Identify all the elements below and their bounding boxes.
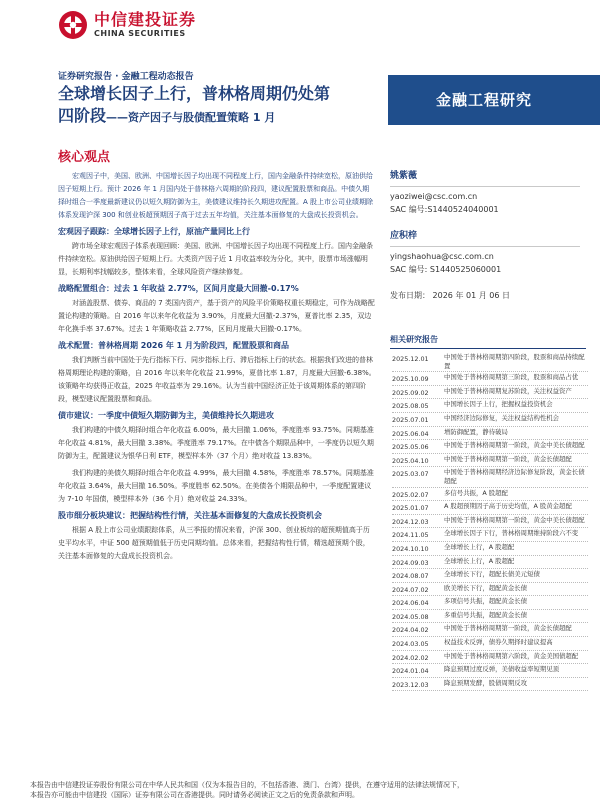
- related-report-date: 2024.04.02: [392, 626, 429, 635]
- related-report-title: 多信号共振，A 股超配: [444, 488, 508, 497]
- related-report-item[interactable]: [392, 678, 588, 692]
- analyst-email[interactable]: yingshaohua@csc.com.cn: [390, 252, 494, 261]
- related-report-date: 2024.06.04: [392, 599, 429, 608]
- related-report-item[interactable]: [392, 488, 588, 502]
- analyst-sac: SAC 编号:S1440524040001: [390, 205, 499, 214]
- related-report-title: 中国处于普林格周期第一阶段，黄金中美长债超配: [444, 441, 585, 450]
- section-body-equity: 根据 A 股上市公司业绩跟踪体系，从三季报的情况来看，沪深 300、创业板综的超预期值高于历史平均水平，中证 500 超预期值低于历史同期均值。总体来看，把握结构性行情，精选超预期个股，关注基本面修复的大盘成长投资机会。: [58, 526, 370, 560]
- related-report-title: 中国增长因子上行，把握权益投资机会: [444, 400, 553, 409]
- related-report-title: 中国处于普林格周期复苏阶段，关注权益资产: [444, 386, 572, 395]
- related-report-item[interactable]: [392, 623, 588, 637]
- core-heading: 核心观点: [58, 150, 111, 165]
- analyst-card: [390, 170, 580, 216]
- related-report-title: 多重信号共振，超配黄金长债: [444, 610, 528, 619]
- report-title: [58, 83, 378, 129]
- related-report-item[interactable]: [392, 467, 588, 487]
- related-report-item[interactable]: [392, 501, 588, 515]
- related-report-title: 中国处于普林格周期第三阶段，股票和商品占优: [444, 373, 579, 382]
- related-report-date: 2025.08.05: [392, 402, 429, 411]
- related-report-item[interactable]: [392, 637, 588, 651]
- related-report-date: 2025.04.10: [392, 456, 429, 465]
- section-heading-bond: 债市建议：一季度中债短久期防御为主，美债维持长久期进攻: [58, 411, 274, 420]
- section-body-strategic: 对涵盖股票、债券、商品的 7 类国内资产，基于资产的风险平价策略权重长期稳定，可作为战略配置论构建的策略。自 2016 年以来年化收益为 3.90%，月度最大回撤-2.37%，夏普比率 2.35，双边年化换手率 37.67%。过去 1 年策略收益 2.77%，区间月度最大回撤-0.17%。: [58, 299, 375, 333]
- analyst-name: 应积梓: [390, 230, 580, 247]
- related-report-item[interactable]: [392, 386, 588, 400]
- related-report-title: 中国经济边际修复，关注权益结构性机会: [444, 413, 560, 422]
- disclaimer-line-1: 本报告由中信建投证券股份有限公司在中华人民共和国（仅为本报告目的，不包括香港、澳门、台湾）提供，在遵守适用的法律法规情况下，: [30, 781, 464, 789]
- analyst-sac: SAC 编号: S1440525060001: [390, 265, 502, 274]
- related-report-title: 增防御配置，静待破局: [444, 427, 508, 436]
- related-report-date: 2024.03.05: [392, 640, 429, 649]
- related-report-item[interactable]: [392, 515, 588, 529]
- related-report-date: 2025.03.07: [392, 470, 429, 479]
- related-report-date: 2023.12.03: [392, 680, 429, 689]
- analyst-card: [390, 230, 580, 276]
- related-report-item[interactable]: [392, 399, 588, 413]
- related-report-title: 中国处于普林格周期经济边际修复阶段，黄金长债超配: [444, 468, 585, 485]
- related-report-date: 2024.02.02: [392, 653, 429, 662]
- section-body-bond-us: 我们构建的美债久期择时组合年化收益 4.99%，最大回撤 4.58%，季度胜率 78.57%。同期基准年化收益 3.64%，最大回撤 16.50%。季度胜率 62.50%。在美债各个期限品种中，一季度配置建议为 7-10 年国债，模型样本外（36 个月）绝对收益 24.33%。: [58, 469, 374, 503]
- related-report-item[interactable]: [392, 413, 588, 427]
- related-report-date: 2024.01.04: [392, 667, 429, 676]
- brand-name-en: CHINA SECURITIES: [94, 29, 186, 38]
- related-report-item[interactable]: [392, 556, 588, 570]
- section-heading-macro: 宏观因子跟踪：全球增长因子上行，原油产量同比上行: [58, 227, 250, 236]
- related-report-item[interactable]: [392, 596, 588, 610]
- related-report-title: 中国处于普林格周期第四阶段，股票和商品持续配置: [444, 353, 585, 370]
- category-banner: [388, 75, 600, 125]
- related-report-title: 全球增长上行，A 股超配: [444, 542, 515, 551]
- related-report-date: 2025.07.01: [392, 415, 429, 424]
- section-body-macro: 跨市场全球宏观因子体系表现回顾：美国、欧洲、中国增长因子均出现不同程度上行。国内金融条件持续宽松。原油供给因子短期上行。大类资产因子近 1 月收益率较为分化，其中，股票市场涨幅明显，长期利率找幅较多，整体来看，全球风险资产继续修复。: [58, 242, 373, 276]
- related-report-item[interactable]: [392, 528, 588, 542]
- related-report-date: 2025.09.02: [392, 388, 429, 397]
- analyst-panel: [390, 170, 580, 301]
- related-report-date: 2025.10.09: [392, 375, 429, 384]
- related-report-title: 全球增长下行，超配长债美元短债: [444, 570, 540, 579]
- related-report-title: 欧美增长下行，超配黄金长债: [444, 583, 528, 592]
- title-line-2: [58, 105, 378, 129]
- related-report-item[interactable]: [392, 454, 588, 468]
- related-reports-list: [392, 352, 588, 691]
- section-heading-equity: 股市细分板块建议：把握结构性行情，关注基本面修复的大盘成长投资机会: [58, 511, 322, 520]
- related-report-date: 2025.01.07: [392, 504, 429, 513]
- related-report-item[interactable]: [392, 372, 588, 386]
- related-report-date: 2025.06.04: [392, 429, 429, 438]
- related-report-title: 降息预期发酵，股债周期反攻: [444, 678, 528, 687]
- related-report-item[interactable]: [392, 583, 588, 597]
- related-report-title: 全球增长因子下行，普林格周期维持阶段六不变: [444, 529, 579, 538]
- disclaimer-footer: [30, 780, 590, 800]
- related-report-date: 2024.10.10: [392, 544, 429, 553]
- related-report-title: 中国处于普林格周期第一阶段，黄金中美长债超配: [444, 515, 585, 524]
- related-reports-title: 相关研究报告: [390, 334, 586, 349]
- banner-label: 金融工程研究: [436, 91, 533, 109]
- brand-name-cn: 中信建投证券: [94, 10, 197, 29]
- related-report-title: 中国处于普林格周期第六阶段，黄金美国债超配: [444, 651, 579, 660]
- related-report-item[interactable]: [392, 542, 588, 556]
- related-report-date: 2025.02.07: [392, 490, 429, 499]
- report-type: 证券研究报告 · 金融工程动态报告: [58, 72, 194, 82]
- analyst-name: 姚紫薇: [390, 170, 580, 187]
- related-report-item[interactable]: [392, 651, 588, 665]
- main-content: [58, 170, 376, 563]
- related-report-item[interactable]: [392, 352, 588, 372]
- related-report-date: 2024.12.03: [392, 517, 429, 526]
- related-report-date: 2024.09.03: [392, 558, 429, 567]
- section-heading-strategic: 战略配置组合：过去 1 年收益 2.77%，区间月度最大回撤-0.17%: [58, 284, 299, 293]
- related-report-item[interactable]: [392, 427, 588, 441]
- related-report-item[interactable]: [392, 440, 588, 454]
- related-report-title: 中国处于普林格周期第一阶段，黄金长债超配: [444, 624, 572, 633]
- related-report-item[interactable]: [392, 664, 588, 678]
- related-report-title: 权益技术反弹，债券久期择时建议提高: [444, 638, 553, 647]
- summary-paragraph: 宏观因子中，美国、欧洲、中国增长因子均出现不同程度上行，国内金融条件持续宽松，原油供给因子短期上行。预计 2026 年 1 月国内处于普林格六周期的阶段四，建议配置股票和商品。中债久期择时组合一季度最新建议仍以短久期防御为主，美债建议维持长久期进攻配置。A 股上市公司业绩期除体系发现沪深 300 和创业板超预期因子高于过去五年均值，关注基本面修复的大盘成长投资机会。: [58, 172, 374, 219]
- related-report-item[interactable]: [392, 610, 588, 624]
- related-report-date: 2025.12.01: [392, 355, 429, 363]
- related-report-item[interactable]: [392, 569, 588, 583]
- related-report-title: 降息预期过度反弹，美债收益率短期见顶: [444, 665, 560, 674]
- section-body-tactical: 我们判断当前中国处于先行指标下行、同步指标上行、滞后指标上行的状态。根据我们改进的普林格周期理论构建的策略，自 2016 年以来年化收益 21.99%，夏普比率 1.87，月度最大回撤-6.38%。该策略年均获得正收益，2025 年收益率为 29.16%。认为当前中国经济正处于该周期体系的第四阶段，模型建议配置股票和商品。: [58, 356, 376, 403]
- company-logo: [58, 10, 196, 40]
- related-report-date: 2024.08.07: [392, 572, 429, 581]
- title-main-tail: 四阶段: [58, 106, 107, 125]
- publish-date: 发布日期： 2026 年 01 月 06 日: [390, 291, 510, 300]
- report-subtitle: ——资产因子与股债配置策略 1 月: [106, 111, 276, 124]
- title-line-1: 全球增长因子上行，普林格周期仍处第: [58, 84, 331, 103]
- related-report-date: 2025.05.06: [392, 443, 429, 452]
- related-report-date: 2024.05.08: [392, 612, 429, 621]
- csc-logo-icon: [58, 10, 88, 40]
- analyst-email[interactable]: yaoziwei@csc.com.cn: [390, 192, 478, 201]
- related-report-date: 2024.07.02: [392, 585, 429, 594]
- related-report-title: 多项信号共振，超配黄金长债: [444, 597, 528, 606]
- related-report-title: A 股超预期因子高于历史均值，A 股黄金超配: [444, 502, 572, 511]
- section-body-bond: 我们构建的中债久期择时组合年化收益 6.00%，最大回撤 1.06%，季度胜率 93.75%。同期基准年化收益 4.81%，最大回撤 3.38%。季度胜率 79.17%。在中债各个期限品种中，一季度仍以短久期防御为主，配置建议为银华日利 ETF，模型样本外（37 个月）绝对收益 13.83%。: [58, 426, 374, 460]
- related-report-title: 中国处于普林格周期第一阶段，黄金长债超配: [444, 454, 572, 463]
- section-heading-tactical: 战术配置：普林格周期 2026 年 1 月为阶段四，配置股票和商品: [58, 341, 289, 350]
- disclaimer-line-2: 本报告亦可能由中信建投（国际）证券有限公司在香港提供。同时请务必阅读正文之后的免责条款和声明。: [30, 791, 359, 799]
- related-report-date: 2024.11.05: [392, 531, 429, 540]
- related-report-title: 全球增长上行，A 股超配: [444, 556, 515, 565]
